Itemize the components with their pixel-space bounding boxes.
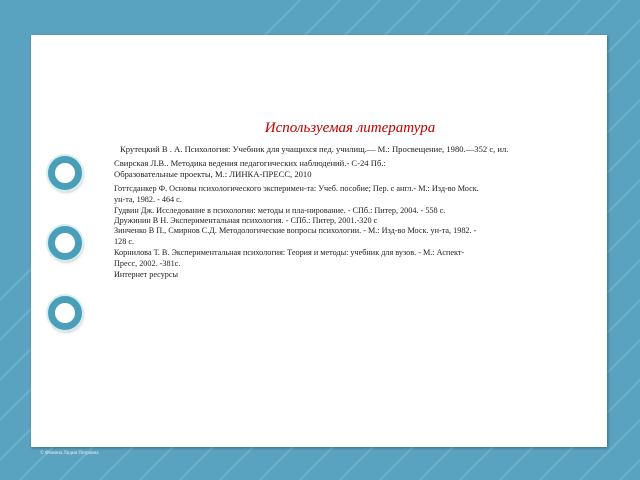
reference-item: Зинченко В П., Смирнов С.Д. Методологические вопросы психологии. - М.: Изд-во Моск. ун-та, 1982. - 128 с.	[114, 226, 477, 246]
ring-icon	[48, 296, 82, 330]
ring-icon	[48, 226, 82, 260]
footer-copyright: © Фомина Лидия Петровна	[40, 451, 99, 456]
reference-item: Крутецкий В . А. Психология: Учебник для учащихся пед. училищ.— М.: Просвещение, 1980.—352 с, ил.	[120, 144, 509, 154]
reference-item: Интернет ресурсы	[114, 270, 179, 279]
reference-item: Свирская Л.В.. Методика ведения педагогических наблюдений.- С-24 Пб.: Образовательные проекты, М.: ЛИНКА-ПРЕСС, 2010	[114, 158, 386, 179]
slide-title: Используемая литература	[264, 120, 436, 136]
reference-item: Корнилова Т. В. Экспериментальная психология: Теория и методы: учебник для вузов. - М.: Аспект- Пресс, 2002. -381с.	[114, 248, 465, 268]
reference-item: Готтсданкер Ф. Основы психологического эксперимен-та: Учеб. пособие; Пер. с англ.- М.: Изд-во Моск. ун-та, 1982. - 464 с.	[114, 184, 479, 204]
reference-item: Гудвин Дж. Исследование в психологии: методы и пла-нирование. - СПб.: Питер, 2004. - 558 с.	[114, 206, 446, 215]
reference-item: Дружинин В Н. Экспериментальная психология. - СПб.: Питер, 2001.-320 с	[114, 216, 378, 225]
ring-icon	[48, 156, 82, 190]
